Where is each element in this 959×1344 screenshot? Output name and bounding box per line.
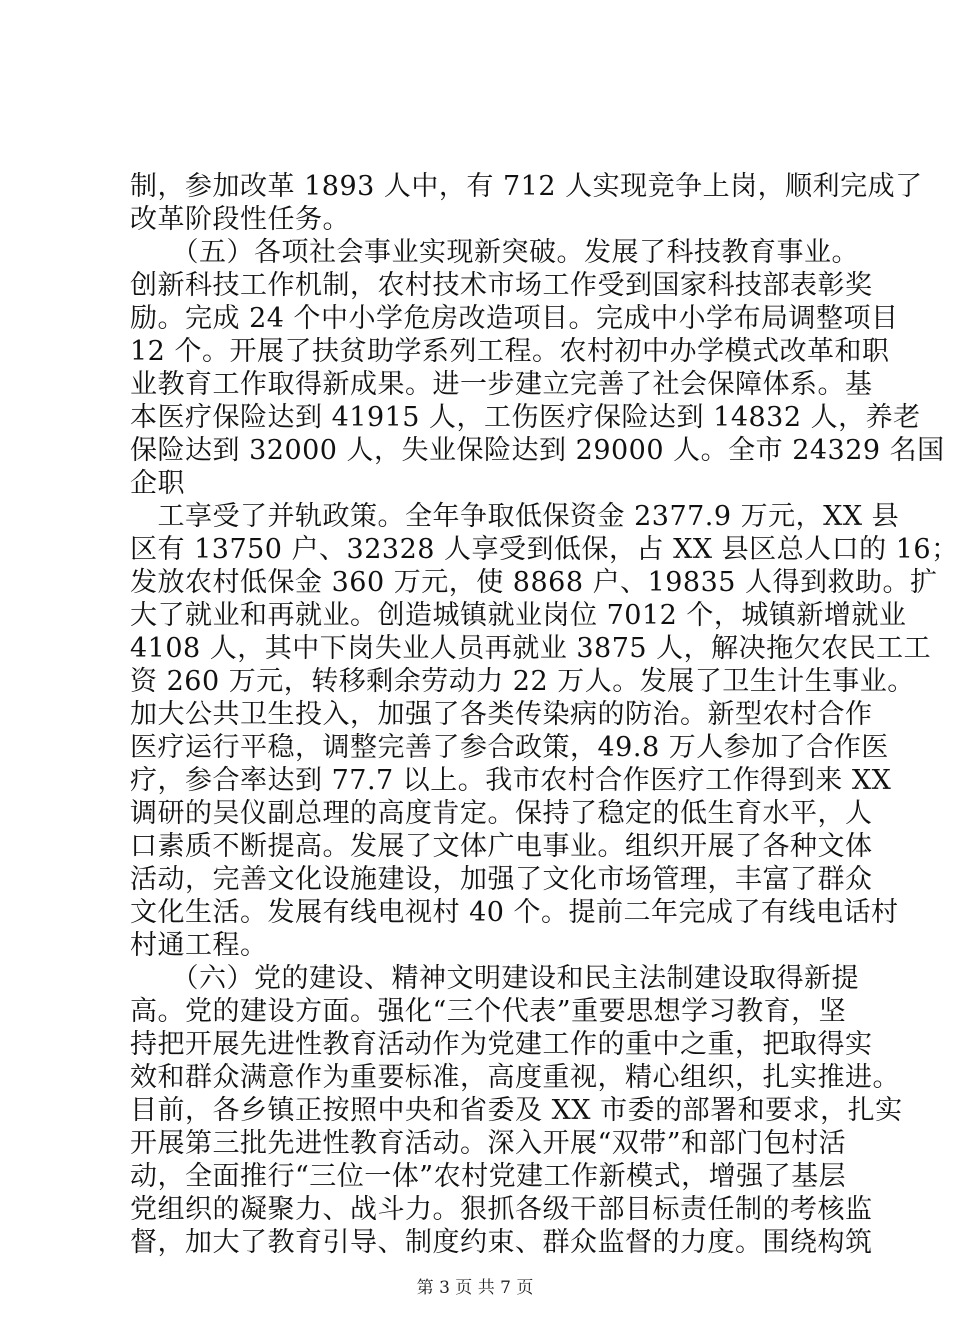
text-line: 业教育工作取得新成果。进一步建立完善了社会保障体系。基 [130, 369, 873, 400]
text-line: 工享受了并轨政策。全年争取低保资金 2377.9 万元，XX 县 [130, 501, 900, 532]
text-line: 改革阶段性任务。 [130, 204, 350, 235]
text-line: 督，加大了教育引导、制度约束、群众监督的力度。围绕构筑 [130, 1227, 873, 1258]
text-line: 文化生活。发展有线电视村 40 个。提前二年完成了有线电话村 [130, 897, 899, 928]
text-line: 口素质不断提高。发展了文体广电事业。组织开展了各种文体 [130, 831, 873, 862]
text-line: 高。党的建设方面。强化“三个代表”重要思想学习教育，坚 [130, 996, 847, 1027]
text-line: 励。完成 24 个中小学危房改造项目。完成中小学布局调整项目 [130, 303, 899, 334]
text-line: 开展第三批先进性教育活动。深入开展“双带”和部门包村活 [130, 1128, 847, 1159]
text-line: 大了就业和再就业。创造城镇就业岗位 7012 个，城镇新增就业 [130, 600, 907, 631]
text-line: 本医疗保险达到 41915 人，工伤医疗保险达到 14832 人，养老 [130, 402, 921, 433]
text-line: 加大公共卫生投入，加强了各类传染病的防治。新型农村合作 [130, 699, 873, 730]
text-line: 村通工程。 [130, 930, 268, 961]
text-line: 持把开展先进性教育活动作为党建工作的重中之重，把取得实 [130, 1029, 873, 1060]
text-line: 党组织的凝聚力、战斗力。狠抓各级干部目标责任制的考核监 [130, 1194, 873, 1225]
text-line: 企职 [130, 468, 185, 499]
text-line: 疗，参合率达到 77.7 以上。我市农村合作医疗工作得到来 XX [130, 765, 892, 796]
text-line: 医疗运行平稳，调整完善了参合政策，49.8 万人参加了合作医 [130, 732, 889, 763]
text-line: 4108 人，其中下岗失业人员再就业 3875 人，解决拖欠农民工工 [130, 633, 932, 664]
document-body [130, 170, 959, 1259]
text-line: 发放农村低保金 360 万元，使 8868 户、19835 人得到救助。扩 [130, 567, 938, 598]
page-footer: 第 3 页 共 7 页 [416, 1278, 534, 1298]
text-line: 调研的吴仪副总理的高度肯定。保持了稳定的低生育水平，人 [130, 798, 873, 829]
text-line: 创新科技工作机制，农村技术市场工作受到国家科技部表彰奖 [130, 270, 873, 301]
text-line: 制，参加改革 1893 人中，有 712 人实现竞争上岗，顺利完成了 [130, 171, 923, 202]
text-line: 目前，各乡镇正按照中央和省委及 XX 市委的部署和要求，扎实 [130, 1095, 903, 1126]
text-line: 保险达到 32000 人，失业保险达到 29000 人。全市 24329 名国 [130, 435, 945, 466]
text-line: （六）党的建设、精神文明建设和民主法制建设取得新提 [130, 963, 859, 994]
text-line: （五）各项社会事业实现新突破。发展了科技教育事业。 [130, 237, 859, 268]
text-line: 12 个。开展了扶贫助学系列工程。农村初中办学模式改革和职 [130, 336, 890, 367]
text-line: 动，全面推行“三位一体”农村党建工作新模式，增强了基层 [130, 1161, 847, 1192]
text-line: 效和群众满意作为重要标准，高度重视，精心组织，扎实推进。 [130, 1062, 900, 1093]
text-line: 活动，完善文化设施建设，加强了文化市场管理，丰富了群众 [130, 864, 873, 895]
text-line: 区有 13750 户、32328 人享受到低保，占 XX 县区总人口的 16； [130, 534, 959, 565]
text-line: 资 260 万元，转移剩余劳动力 22 万人。发展了卫生计生事业。 [130, 666, 915, 697]
